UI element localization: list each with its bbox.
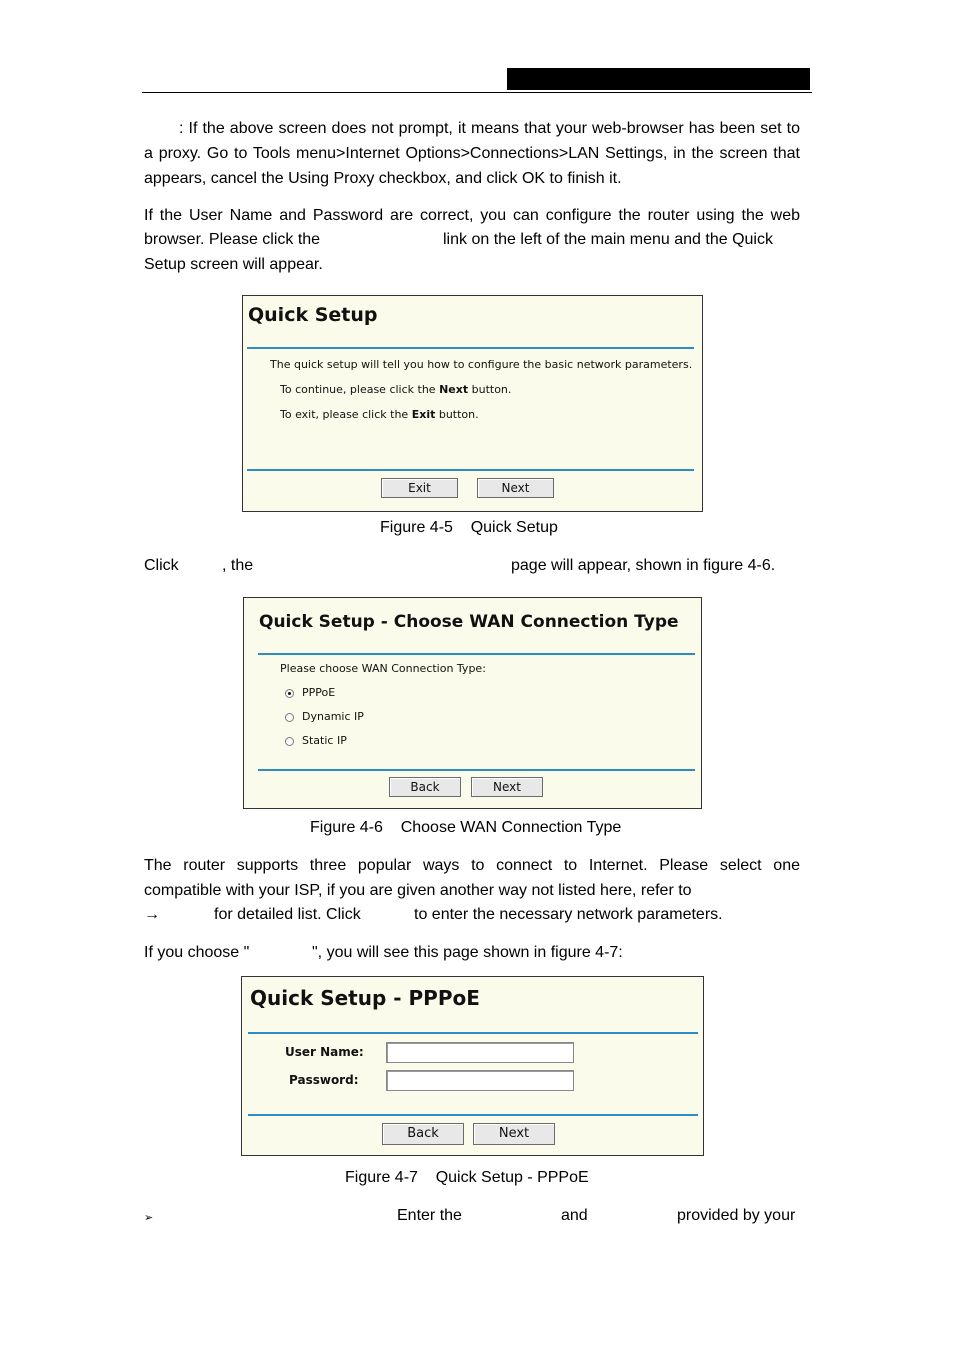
header-rule (142, 92, 812, 93)
connection-line-2: compatible with your ISP, if you are given another way not listed here, refer to (144, 882, 692, 899)
click-line-b: , the (222, 557, 254, 574)
next-button[interactable]: Next (473, 1123, 555, 1145)
exit-button[interactable]: Exit (381, 478, 458, 498)
intro-line-2b: link on the left of the main menu and the Quick (443, 231, 773, 248)
connection-line-3a: for detailed list. Click (214, 906, 361, 923)
panel-bottom-rule (248, 1114, 698, 1116)
intro-line-1: If the User Name and Password are correct, you can configure the router using the web (144, 207, 800, 224)
exit-instruction: To exit, please click the Exit button. (280, 408, 479, 421)
back-button[interactable]: Back (382, 1123, 464, 1145)
header-bar (507, 68, 810, 90)
radio-pppoe[interactable] (285, 689, 294, 698)
password-input[interactable] (386, 1070, 574, 1091)
wan-type-prompt: Please choose WAN Connection Type: (280, 662, 486, 675)
panel-bottom-rule (247, 469, 694, 471)
radio-static-ip[interactable] (285, 737, 294, 746)
option-pppoe-label: PPPoE (302, 686, 336, 699)
click-line-c: page will appear, shown in figure 4-6. (511, 557, 776, 574)
quick-setup-description: The quick setup will tell you how to configure the basic network parameters. (270, 358, 693, 371)
pppoe-panel (241, 976, 704, 1156)
username-label: User Name: (285, 1045, 364, 1059)
option-dynamic-ip-label: Dynamic IP (302, 710, 364, 723)
figure-4-6-caption: Figure 4-6 Choose WAN Connection Type (310, 819, 622, 836)
panel-title: Quick Setup (248, 304, 378, 326)
bullet-line-a: Enter the (397, 1207, 462, 1224)
bullet-arrow-icon: ➢ (144, 1211, 154, 1224)
option-static-ip-label: Static IP (302, 734, 347, 747)
bullet-line-c: provided by your (677, 1207, 796, 1224)
continue-instruction: To continue, please click the Next button. (280, 383, 512, 396)
panel-title: Quick Setup - Choose WAN Connection Type (259, 612, 679, 632)
note-paragraph: : If the above screen does not prompt, it means that your web-browser has been set to a proxy. Go to Tools menu>Internet Options>Connections>LAN Settings, in the screen that appears, cancel the Using Proxy checkbox, and click OK to finish it. (144, 120, 800, 187)
panel-title: Quick Setup - PPPoE (250, 986, 480, 1010)
panel-bottom-rule (258, 769, 695, 771)
password-label: Password: (289, 1073, 359, 1087)
figure-4-5-caption: Figure 4-5 Quick Setup (380, 519, 558, 536)
panel-top-rule (258, 653, 695, 655)
quick-setup-panel (242, 295, 703, 512)
radio-dynamic-ip[interactable] (285, 713, 294, 722)
next-button[interactable]: Next (471, 777, 543, 797)
connection-paragraph (144, 853, 800, 878)
intro-line-2a: browser. Please click the (144, 231, 321, 248)
next-button[interactable]: Next (477, 478, 554, 498)
bullet-line-b: and (561, 1207, 588, 1224)
intro-paragraph (144, 203, 800, 228)
connection-line-3b: to enter the necessary network parameters. (414, 906, 723, 923)
connection-line-1: The router supports three popular ways to connect to Internet. Please select one (144, 857, 800, 874)
panel-top-rule (248, 1032, 698, 1034)
wan-type-panel (243, 597, 702, 809)
choose-line-b: ", you will see this page shown in figure 4-7: (312, 944, 623, 961)
username-input[interactable] (386, 1042, 574, 1063)
arrow-glyph: → (144, 906, 160, 923)
panel-top-rule (247, 347, 694, 349)
click-line-a: Click (144, 557, 179, 574)
choose-line-a: If you choose " (144, 944, 250, 961)
intro-line-3: Setup screen will appear. (144, 256, 323, 273)
back-button[interactable]: Back (389, 777, 461, 797)
figure-4-7-caption: Figure 4-7 Quick Setup - PPPoE (345, 1169, 589, 1186)
